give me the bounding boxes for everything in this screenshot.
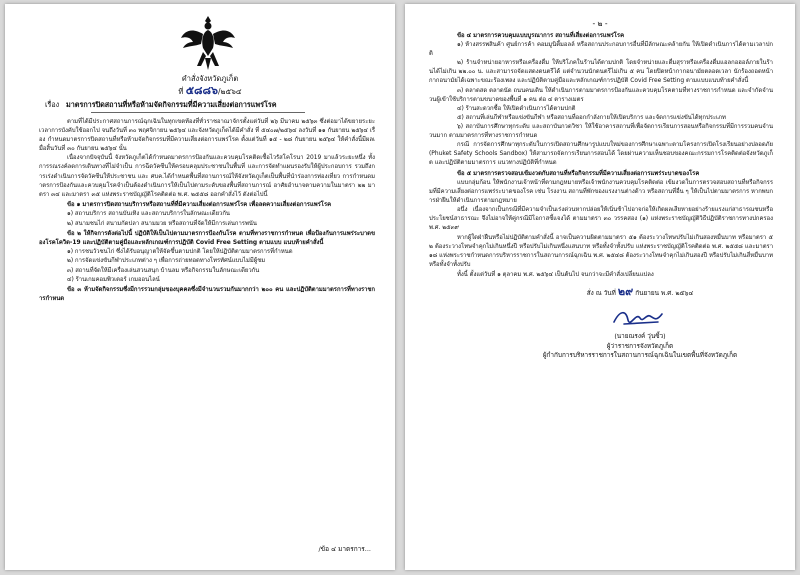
handwritten-signature-icon [610,304,670,330]
document-page-2 [405,4,795,570]
signed-day-handwritten: ๒๙ [617,285,634,298]
order-body [39,118,375,304]
paragraph: ๓) ตลาดสด ตลาดนัด ถนนคนเดิน ให้ดำเนินการตามมาตรการป้องกันและควบคุมโรคตามที่ทางราชการกำหนด และจำกัดจำนวนผู้เข้าใช้บริการตามขนาดของพื้นที่ ๑ คน ต่อ ๔ ตารางเมตร [429,87,773,103]
garuda-emblem-icon [179,12,237,74]
signer-title: ผู้ว่าราชการจังหวัดภูเก็ต [606,341,674,350]
order-body-continued [429,32,773,281]
subject-label: เรื่อง [45,100,60,109]
subject-line [45,100,375,110]
paragraph: อนึ่ง เนื่องจากเป็นกรณีที่มีความจำเป็นเร่งด่วนหากปล่อยให้เนิ่นช้าไปอาจก่อให้เกิดผลเสียหายอย่างร้ายแรงแก่สาธารณชนหรือประโยชน์สาธารณะ จึงไม่อาจให้คู่กรณีมีโอกาสชี้แจงได้ ตามมาตรา ๓๐ วรรคสอง (๑) แห่งพระราชบัญญัติวิธีปฏิบัติราชการทางปกครอง พ.ศ. ๒๕๓๙ [429,207,773,232]
order-number-prefix: ที่ [178,87,184,96]
paragraph: ทั้งนี้ ตั้งแต่วันที่ ๑ ตุลาคม พ.ศ. ๒๕๖๔ เป็นต้นไป จนกว่าจะมีคำสั่งเปลี่ยนแปลง [457,272,654,279]
paragraph: ๑) ห้างสรรพสินค้า ศูนย์การค้า คอมมูนิตี้มอลล์ หรือสถานประกอบการอื่นที่มีลักษณะคล้ายกัน ให้เปิดดำเนินการได้ตามเวลาปกติ [429,42,773,58]
signed-date [525,287,755,298]
paragraph: หากผู้ใดฝ่าฝืนหรือไม่ปฏิบัติตามคำสั่งนี้ อาจเป็นความผิดตามมาตรา ๕๑ ต้องระวางโทษปรับไม่เกินสองหมื่นบาท หรือมาตรา ๕๒ ต้องระวางโทษจำคุกไม่เกินหนึ่งปี หรือปรับไม่เกินหนึ่งแสนบาท หรือทั้งจำทั้งปรับ แห่งพระราชบัญญัติโรคติดต่อ พ.ศ. ๒๕๕๘ และมาตรา ๑๘ แห่งพระราชกำหนดการบริหารราชการในสถานการณ์ฉุกเฉิน พ.ศ. ๒๕๔๘ ต้องระวางโทษจำคุกไม่เกินสองปี หรือปรับไม่เกินสี่หมื่นบาท หรือทั้งจำทั้งปรับ [429,234,773,268]
paragraph: ๔) ร้านสะดวกซื้อ ให้เปิดดำเนินการได้ตามปกติ [457,105,576,112]
paragraph: ๓) สถานที่จัดให้มีเครื่องเล่นสวนสนุก บ้านลม หรือกิจกรรมในลักษณะเดียวกัน [67,267,260,274]
paragraph: ข้อ ๑ มาตรการปิดสถานบริการหรือสถานที่ที่มีความเสี่ยงต่อการแพร่โรค เพื่อลดความเสี่ยงต่อการแพร่โรค [67,202,332,209]
paragraph: ข้อ ๕ มาตรการตรวจสอบเข้มงวดกับสถานที่หรือกิจกรรมที่มีความเสี่ยงต่อการแพร่ระบาดของโรค [457,170,700,177]
paragraph: ข้อ ๓ ห้ามจัดกิจกรรมซึ่งมีการรวมกลุ่มของบุคคลซึ่งมีจำนวนรวมกันมากกว่า ๒๐๐ คน และปฏิบัติตามมาตรการที่ทางราชการกำหนด [39,287,375,303]
subject-text: มาตรการปิดสถานที่หรือห้ามจัดกิจกรรมที่มีความเสี่ยงต่อการแพร่โรค [66,100,277,109]
paragraph: ๖) สถาบันการศึกษาทุกระดับ และสถาบันกวดวิชา ให้ใช้อาคารสถานที่เพื่อจัดการเรียนการสอนหรือกิจกรรมที่มีการรวมคนจำนวนมาก ตามมาตรการที่ทางราชการกำหนด [429,123,773,140]
order-number-handwritten: ๕๘๘๖ [185,84,219,97]
signer-role: ผู้กำกับการบริหารราชการในสถานการณ์ฉุกเฉินในเขตพื้นที่จังหวัดภูเก็ต [542,351,738,359]
order-number [155,85,265,97]
paragraph: ข้อ ๔ มาตรการควบคุมแบบบูรณาการ สถานที่เสี่ยงต่อการแพร่โรค [457,33,625,39]
continuation-note: /ข้อ ๔ มาตรการ... [318,545,371,553]
paragraph: ๑) สถานบริการ สถานบันเทิง และสถานบริการในลักษณะเดียวกัน [67,211,230,218]
order-title: คำสั่งจังหวัดภูเก็ต [181,74,239,83]
paragraph: แบบกลุ่มก้อน ให้พนักงานเจ้าหน้าที่ตามกฎหมายหรือเจ้าพนักงานควบคุมโรคติดต่อ เข้มงวดในการตรวจสอบสถานที่หรือกิจกรรมที่มีความเสี่ยงต่อการแพร่ระบาดของโรค เช่น โรงงาน สถานที่พักของแรงงานต่างด้าว หรือสถานที่อื่น ๆ ให้เป็นไปตามมาตรการ หากพบการฝ่าฝืนให้ดำเนินการตามกฎหมาย [429,180,773,205]
paragraph: ๒) การจัดแข่งขันกีฬาประเภทต่าง ๆ เพื่อการถ่ายทอดทางโทรทัศน์แบบไม่มีผู้ชม [67,258,266,265]
paragraph: กรณี การจัดการศึกษาทุกระดับในการเปิดสถานศึกษารูปแบบใหม่ของการศึกษาเฉพาะตามโครงการเปิดโรงเรียนอย่างปลอดภัย (Phuket Safety Schools Sandbox) ให้สามารถจัดการเรียนการสอนได้ โดยผ่านความเห็นชอบของคณะกรรมการโรคติดต่อจังหวัดภูเก็ต และปฏิบัติตามมาตรการ แนวทางปฏิบัติที่กำหนด [429,142,773,167]
signed-date-suffix: กันยายน พ.ศ. ๒๕๖๔ [635,289,694,297]
signature-block [525,287,755,361]
order-number-year: /๒๕๖๔ [218,87,242,96]
paragraph: ๒) สนามชนไก่ สนามกัดปลา สนามมวย หรือสถานที่จัดให้มีการเล่นการพนัน [67,220,257,227]
paragraph: ๑) การชนวัวชนไก่ ซึ่งได้รับอนุญาตให้จัดขึ้นตามปกติ โดยให้ปฏิบัติตามมาตรการที่กำหนด [67,249,293,256]
paragraph: ตามที่ได้มีประกาศสถานการณ์ฉุกเฉินในทุกเขตท้องที่ทั่วราชอาณาจักรตั้งแต่วันที่ ๒๖ มีนาคม ๒๕๖๓ ซึ่งต่อมาได้ขยายระยะเวลาการบังคับใช้ออกไป จนถึงวันที่ ๓๐ พฤศจิกายน ๒๕๖๔ และจังหวัดภูเก็ตได้มีคำสั่ง ที่ ๕๔๐๗/๒๕๖๔ ลงวันที่ ๑๑ กันยายน ๒๕๖๔ เรื่อง กำหนดมาตรการปิดสถานที่หรือห้ามจัดกิจกรรมที่มีความเสี่ยงต่อการแพร่โรค ตั้งแต่วันที่ ๑๕ - ๒๘ กันยายน ๒๕๖๔ ให้คำสั่งนี้มีผลเมื่อสิ้นวันที่ ๓๐ กันยายน ๒๕๖๔ นั้น [39,119,375,153]
signed-date-prefix: สั่ง ณ วันที่ [586,289,616,297]
paragraph: ๒) ร้านจำหน่ายอาหารหรือเครื่องดื่ม ให้บริโภคในร้านได้ตามปกติ โดยจำหน่ายและดื่มสุราหรือเครื่องดื่มแอลกอฮอล์ภายในร้านได้ไม่เกิน ๒๒.๐๐ น. และสามารถจัดแสดงดนตรีได้ แต่จำนวนนักดนตรีไม่เกิน ๕ คน โดยปิดหน้ากากอนามัยตลอดเวลา นักร้องถอดหน้ากากอนามัยได้เฉพาะขณะร้องเพลง และปฏิบัติตามคู่มือและหลักเกณฑ์การปฏิบัติ Covid Free Setting ตามแบบแนบท้ายคำสั่งนี้ [429,60,773,85]
paragraph: ๔) ร้านเกมคอมพิวเตอร์ เกมออนไลน์ [67,276,160,283]
paragraph: เนื่องจากปัจจุบันนี้ จังหวัดภูเก็ตได้กำหนดมาตรการป้องกันและควบคุมโรคติดเชื้อไวรัสโคโรนา 2019 มาแล้วระยะหนึ่ง ทั้งการรณรงค์ลดการเดินทางที่ไม่จำเป็น การฉีดวัคซีนให้ครอบคลุมประชาชนในพื้นที่ และการจัดทำแผนรองรับให้ผู้ประกอบการ รวมถึงการเร่งดำเนินการจัดวัคซีนให้ประชาชน และ ศบค.ได้กำหนดพื้นที่สถานการณ์ให้จังหวัดภูเก็ตเป็นพื้นที่นำร่องการท่องเที่ยว การกำหนดมาตรการป้องกันและควบคุมโรคจำเป็นต้องดำเนินการให้เป็นไปตามระดับของพื้นที่สถานการณ์ อาศัยอำนาจตามความในมาตรา ๒๒ มาตรา ๓๔ และมาตรา ๓๕ แห่งพระราชบัญญัติโรคติดต่อ พ.ศ. ๒๕๕๘ ออกคำสั่งไว้ ดังต่อไปนี้ [39,155,375,198]
signer-name: (นายณรงค์ วุ่นซิ้ว) [614,332,666,340]
page-number: - ๒ - [592,19,608,28]
paragraph: ๕) สถานที่เล่นกีฬาหรือแข่งขันกีฬา หรือสถานที่ออกกำลังกายให้เปิดบริการ และจัดการแข่งขันได้ทุกประเภท [457,114,726,121]
document-page-1 [5,4,395,570]
paragraph: ข้อ ๒ ให้กิจการดังต่อไปนี้ ปฏิบัติให้เป็นไปตามมาตรการป้องกันโรค ตามที่ทางราชการกำหนด เพื่อป้องกันการแพร่ระบาดของโรคโควิด-19 และปฏิบัติตามคู่มือและหลักเกณฑ์การปฏิบัติ Covid Free Setting ตามแบบ แนบท้ายคำสั่งนี้ [39,231,375,247]
subject-divider [91,112,305,113]
